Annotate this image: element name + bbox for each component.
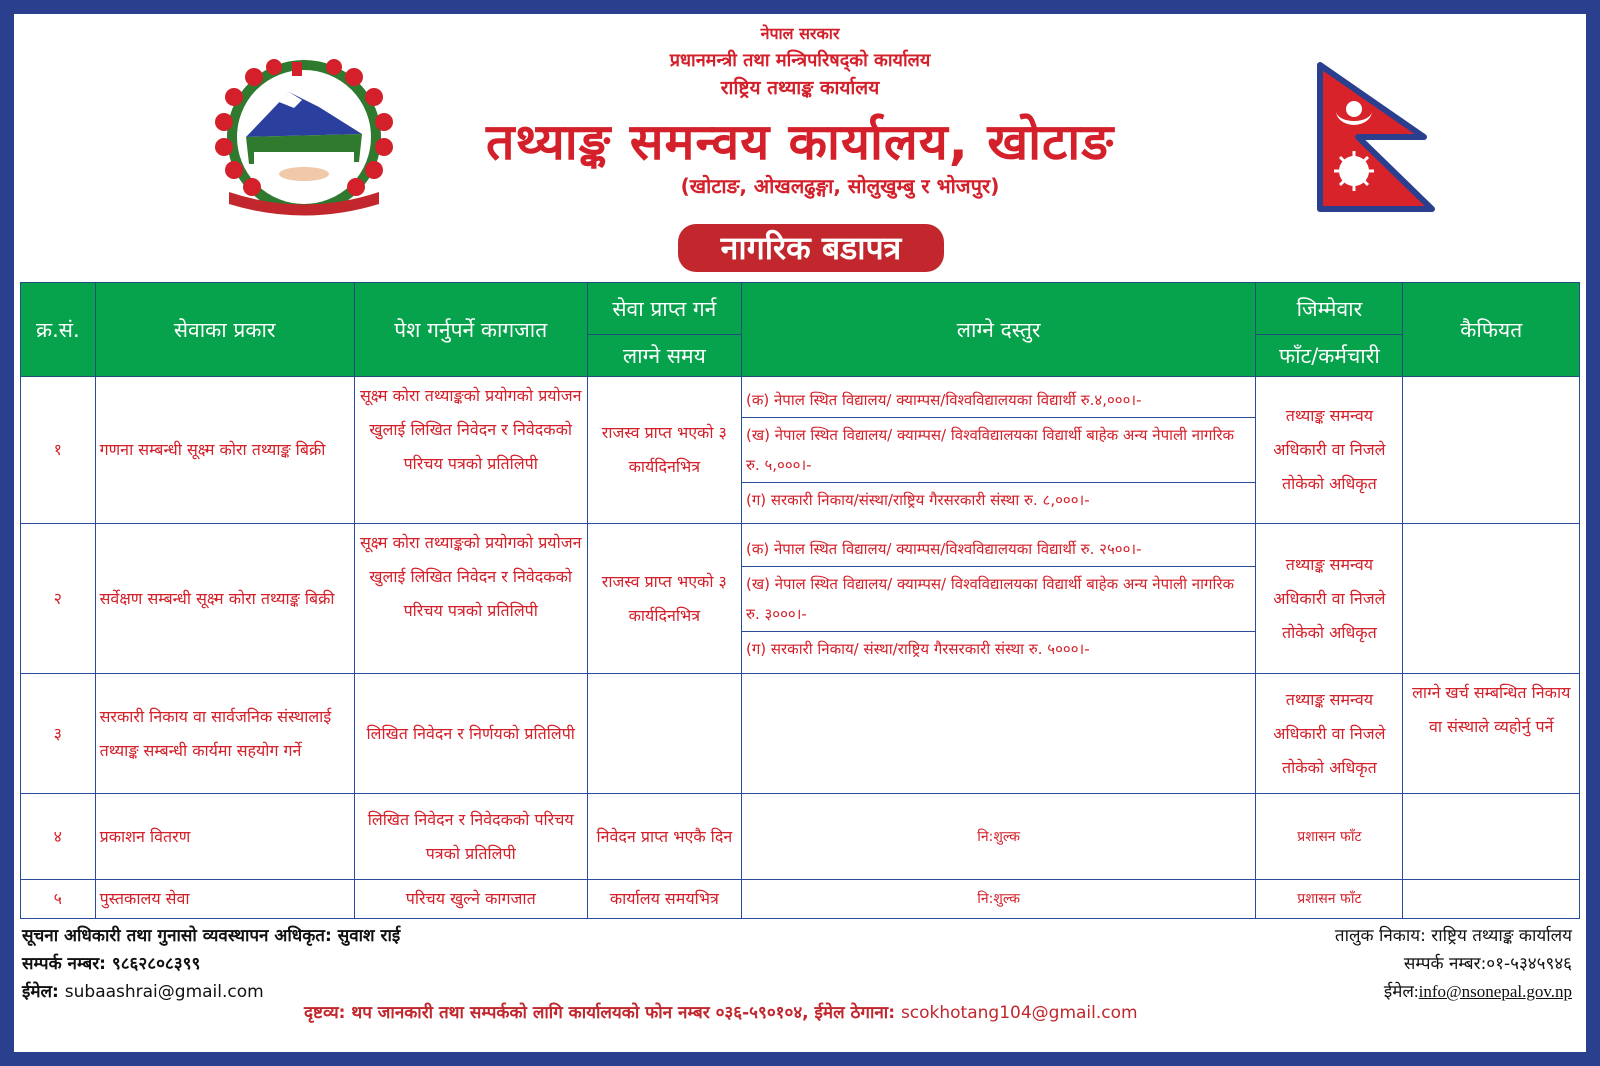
cell-sn: ५ xyxy=(21,880,96,919)
cell-fee xyxy=(741,524,1255,674)
header-remarks: कैफियत xyxy=(1403,283,1580,377)
fee-item: (ख) नेपाल स्थित विद्यालय/ क्याम्पस/ विश्वविद्यालयका विद्यार्थी बाहेक अन्य नेपाली नागरिक रु. ३०००।- xyxy=(742,567,1255,632)
cell-documents: परिचय खुल्ने कागजात xyxy=(354,880,587,919)
header-responsible-top: जिम्मेवार xyxy=(1256,283,1403,335)
cell-responsible: तथ्याङ्क समन्वय अधिकारी वा निजले तोकेको अधिकृत xyxy=(1256,377,1403,524)
parent-contact: सम्पर्क नम्बर:०१-५३४५९४६ xyxy=(1403,954,1572,974)
cell-service: गणना सम्बन्धी सूक्ष्म कोरा तथ्याङ्क बिक्री xyxy=(95,377,354,524)
note-text: थप जानकारी तथा सम्पर्कको लागि कार्यालयको फोन नम्बर ०३६-५९०१०४, ईमेल ठेगाना: xyxy=(351,1003,896,1023)
fee-item: (क) नेपाल स्थित विद्यालय/ क्याम्पस/विश्वविद्यालयका विद्यार्थी रु. २५००।- xyxy=(742,532,1255,567)
header-responsible-bottom: फाँट/कर्मचारी xyxy=(1256,335,1403,377)
cell-sn: ३ xyxy=(21,674,96,794)
table-row xyxy=(21,794,1580,880)
cell-fee xyxy=(741,674,1255,794)
cell-documents: सूक्ष्म कोरा तथ्याङ्कको प्रयोगको प्रयोजन खुलाई लिखित निवेदन र निवेदकको परिचय पत्रको प्रतिलिपी xyxy=(354,524,587,674)
header-fee: लाग्ने दस्तुर xyxy=(741,283,1255,377)
parent-email-label: ईमेल: xyxy=(1383,982,1419,1001)
charter-title: नागरिक बडापत्र xyxy=(678,224,944,272)
cell-time: कार्यालय समयभित्र xyxy=(587,880,741,919)
department-name: राष्ट्रिय तथ्याङ्क कार्यालय xyxy=(720,77,880,99)
cell-fee: नि:शुल्क xyxy=(741,794,1255,880)
table-row xyxy=(21,880,1580,919)
cell-responsible: प्रशासन फाँट xyxy=(1256,794,1403,880)
footer-note xyxy=(304,1000,1138,1023)
parent-email-link[interactable]: info@nsonepal.gov.np xyxy=(1418,982,1572,1001)
government-name: नेपाल सरकार xyxy=(760,24,840,43)
header-documents: पेश गर्नुपर्ने कागजात xyxy=(354,283,587,377)
cell-responsible: प्रशासन फाँट xyxy=(1256,880,1403,919)
table-row xyxy=(21,524,1580,674)
coverage-districts: (खोटाङ, ओखलढुङ्गा, सोलुखुम्बु र भोजपुर) xyxy=(680,174,1000,198)
cell-remarks xyxy=(1403,794,1580,880)
fee-item: (क) नेपाल स्थित विद्यालय/ क्याम्पस/विश्वविद्यालयका विद्यार्थी रु.४,०००।- xyxy=(742,383,1255,418)
table-row xyxy=(21,377,1580,524)
fee-item: (ग) सरकारी निकाय/ संस्था/राष्ट्रिय गैरसरकारी संस्था रु. ५०००।- xyxy=(745,639,1090,658)
header-time-bottom: लाग्ने समय xyxy=(587,335,741,377)
officer-email-link[interactable]: subaashrai@gmail.com xyxy=(64,982,264,1002)
parent-agency-block xyxy=(1335,922,1572,1006)
cell-responsible: तथ्याङ्क समन्वय अधिकारी वा निजले तोकेको अधिकृत xyxy=(1256,674,1403,794)
cell-time: निवेदन प्राप्त भएकै दिन xyxy=(587,794,741,880)
cell-service: पुस्तकालय सेवा xyxy=(95,880,354,919)
cell-remarks xyxy=(1403,880,1580,919)
cell-sn: १ xyxy=(21,377,96,524)
cell-fee: नि:शुल्क xyxy=(741,880,1255,919)
cell-documents: लिखित निवेदन र निवेदकको परिचय पत्रको प्रतिलिपी xyxy=(354,794,587,880)
cell-service: प्रकाशन वितरण xyxy=(95,794,354,880)
cell-fee xyxy=(741,377,1255,524)
citizen-charter-page xyxy=(14,14,1586,1052)
cell-time: राजस्व प्राप्त भएको ३ कार्यदिनभित्र xyxy=(587,377,741,524)
table-row xyxy=(21,674,1580,794)
ministry-name: प्रधानमन्त्री तथा मन्त्रिपरिषद्को कार्यालय xyxy=(669,50,931,71)
cell-sn: ४ xyxy=(21,794,96,880)
cell-documents: सूक्ष्म कोरा तथ्याङ्कको प्रयोगको प्रयोजन खुलाई लिखित निवेदन र निवेदकको परिचय पत्रको प्रतिलिपी xyxy=(354,377,587,524)
service-charter-table xyxy=(20,282,1580,919)
info-officer-block xyxy=(22,922,400,1006)
cell-responsible: तथ्याङ्क समन्वय अधिकारी वा निजले तोकेको अधिकृत xyxy=(1256,524,1403,674)
cell-service: सरकारी निकाय वा सार्वजनिक संस्थालाई तथ्याङ्क सम्बन्धी कार्यमा सहयोग गर्ने xyxy=(95,674,354,794)
cell-documents: लिखित निवेदन र निर्णयको प्रतिलिपी xyxy=(354,674,587,794)
header-time-top: सेवा प्राप्त गर्न xyxy=(587,283,741,335)
cell-service: सर्वेक्षण सम्बन्धी सूक्ष्म कोरा तथ्याङ्क बिक्री xyxy=(95,524,354,674)
office-email-link[interactable]: scokhotang104@gmail.com xyxy=(900,1003,1138,1023)
officer-contact: सम्पर्क नम्बर: ९८६२८०८३९९ xyxy=(22,954,201,974)
office-title: तथ्याङ्क समन्वय कार्यालय, खोटाङ xyxy=(485,113,1115,171)
officer-email-label: ईमेल: xyxy=(22,982,59,1002)
header-sn: क्र.सं. xyxy=(21,283,96,377)
cell-remarks xyxy=(1403,377,1580,524)
cell-sn: २ xyxy=(21,524,96,674)
cell-time xyxy=(587,674,741,794)
cell-remarks xyxy=(1403,524,1580,674)
note-label: दृष्टव्य: xyxy=(304,1003,346,1023)
fee-item: (ख) नेपाल स्थित विद्यालय/ क्याम्पस/ विश्वविद्यालयका विद्यार्थी बाहेक अन्य नेपाली नागरिक रु. ५,०००।- xyxy=(742,418,1255,483)
cell-remarks: लाग्ने खर्च सम्बन्धित निकाय वा संस्थाले व्यहोर्नु पर्ने xyxy=(1403,674,1580,794)
fee-item: (ग) सरकारी निकाय/संस्था/राष्ट्रिय गैरसरकारी संस्था रु. ८,०००।- xyxy=(745,491,1090,509)
info-officer: सूचना अधिकारी तथा गुनासो व्यवस्थापन अधिकृत: सुवाश राई xyxy=(22,926,401,946)
parent-agency: तालुक निकाय: राष्ट्रिय तथ्याङ्क कार्यालय xyxy=(1334,926,1572,946)
cell-time: राजस्व प्राप्त भएको ३ कार्यदिनभित्र xyxy=(587,524,741,674)
header-service-type: सेवाका प्रकार xyxy=(95,283,354,377)
